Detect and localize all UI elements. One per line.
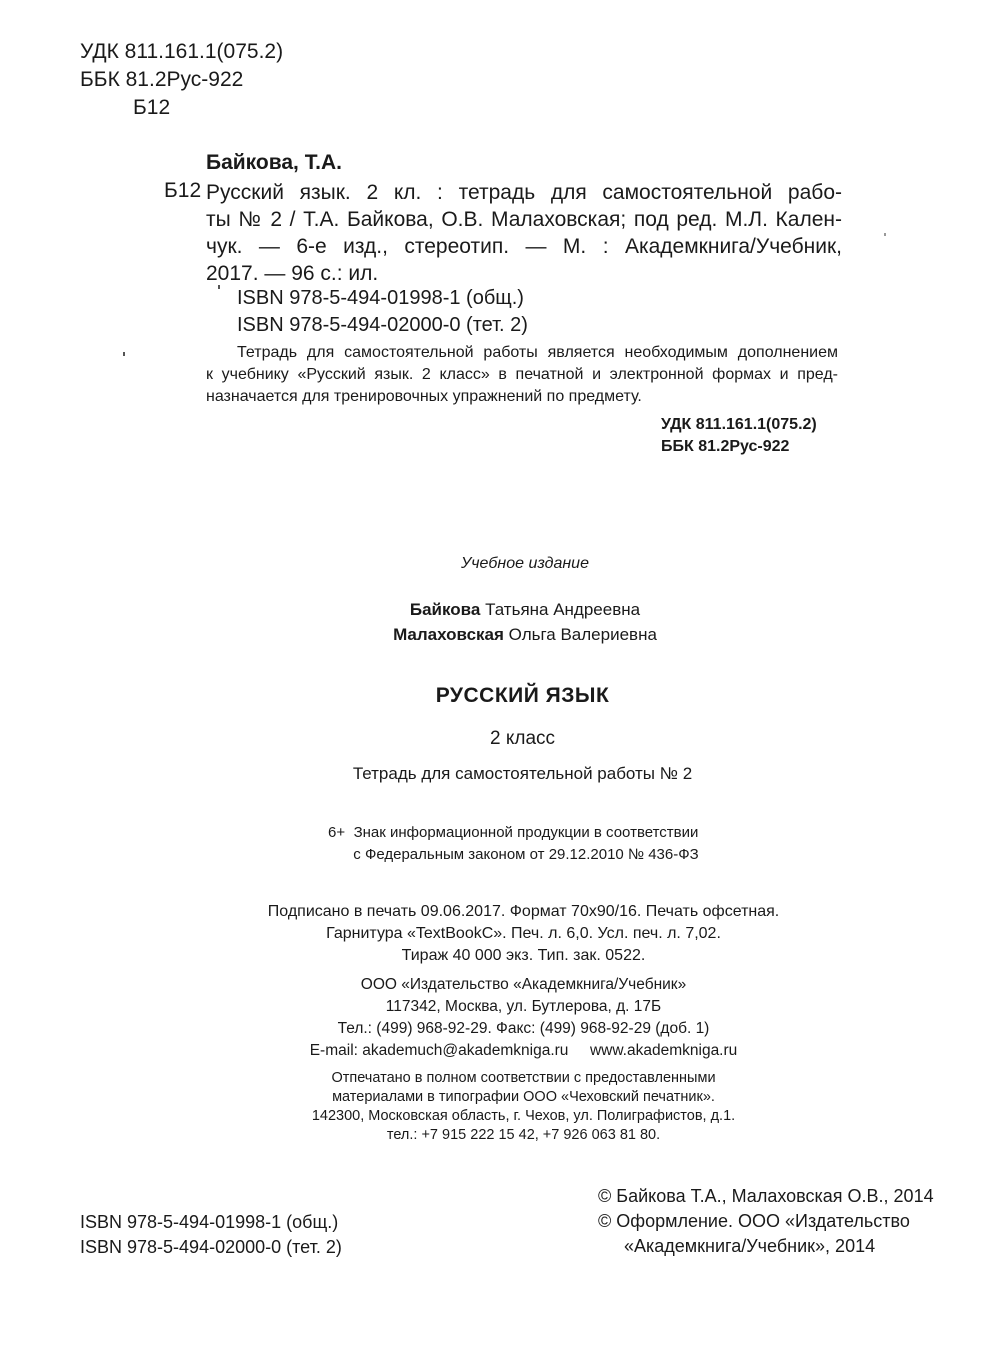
author-2 [0, 622, 1000, 647]
printer-info [0, 1069, 1000, 1145]
copyright-block [598, 1184, 934, 1259]
publisher-email: E-mail: akademuch@akademkniga.ru [309, 1042, 569, 1059]
age-rating-text-1: Знак информационной продукции в соответствии [353, 824, 699, 841]
catalog-author: Байкова, Т.А. [206, 151, 343, 174]
biblio-line: 2017. — 96 с.: ил. [206, 262, 379, 285]
author-1-name: Татьяна Андреевна [485, 600, 641, 619]
author-2-name: Ольга Валериевна [508, 625, 657, 644]
author-1-surname: Байкова [409, 600, 481, 619]
catalog-isbn-block [237, 285, 528, 339]
isbn-general: ISBN 978-5-494-01998-1 (общ.) [237, 287, 524, 309]
copyright-design-cont: «Академкнига/Учебник», 2014 [624, 1236, 876, 1256]
publisher-line: 117342, Москва, ул. Бутлерова, д. 17Б [385, 998, 662, 1015]
scan-speck [218, 285, 220, 289]
print-line: Тираж 40 000 экз. Тип. зак. 0522. [401, 947, 646, 964]
annotation-line: к учебнику «Русский язык. 2 класс» в печатной и электронной формах и пред- [206, 366, 838, 383]
print-information [0, 901, 1000, 967]
printer-line: тел.: +7 915 222 15 42, +7 926 063 81 80. [386, 1127, 661, 1143]
isbn-general: ISBN 978-5-494-01998-1 (общ.) [80, 1212, 339, 1232]
isbn-workbook: ISBN 978-5-494-02000-0 (тет. 2) [80, 1237, 342, 1257]
scan-speck [884, 233, 886, 236]
print-line: Гарнитура «TextBookC». Печ. л. 6,0. Усл. печ. л. 7,02. [326, 925, 721, 942]
bbk-code: ББК 81.2Рус-922 [80, 68, 244, 91]
annotation-line: Тетрадь для самостоятельной работы является необходимым дополнением [237, 344, 838, 361]
catalog-author-mark: Б12 [164, 179, 202, 202]
annotation-line: назначается для тренировочных упражнений по предмету. [206, 388, 642, 405]
copyright-authors: © Байкова Т.А., Малаховская О.В., 2014 [598, 1186, 934, 1206]
age-rating-notice [328, 822, 699, 866]
publisher-info [0, 974, 1000, 1062]
biblio-line: чук. — 6-е изд., стереотип. — М. : Академкнига/Учебник, [206, 235, 842, 258]
print-line: Подписано в печать 09.06.2017. Формат 70x90/16. Печать офсетная. [267, 903, 780, 920]
author-2-surname: Малаховская [393, 625, 504, 644]
bbk-code: ББК 81.2Рус-922 [661, 438, 790, 455]
publisher-website: www.akademkniga.ru [589, 1042, 738, 1059]
authors-full-names [0, 597, 1000, 647]
publisher-contacts [0, 1040, 1000, 1062]
udk-code: УДК 811.161.1(075.2) [80, 40, 284, 63]
udk-code: УДК 811.161.1(075.2) [661, 416, 817, 433]
top-classification-codes [80, 38, 283, 122]
publisher-line: ООО «Издательство «Академкнига/Учебник» [360, 976, 687, 993]
printer-line: Отпечатано в полном соответствии с предоставленными [331, 1070, 716, 1086]
bibliographic-description [206, 179, 842, 287]
edition-type: Учебное издание [461, 555, 589, 572]
author-mark: Б12 [133, 96, 171, 119]
isbn-workbook: ISBN 978-5-494-02000-0 (тет. 2) [237, 314, 528, 336]
publisher-line: Тел.: (499) 968-92-29. Факс: (499) 968-92-29 (доб. 1) [337, 1020, 710, 1037]
printer-line: 142300, Московская область, г. Чехов, ул. Полиграфистов, д.1. [311, 1108, 736, 1124]
biblio-line: ты № 2 / Т.А. Байкова, О.В. Малаховская; под ред. М.Л. Кален- [206, 208, 842, 231]
book-title: РУССКИЙ ЯЗЫК [435, 684, 610, 707]
grade: 2 класс [489, 728, 556, 749]
scan-speck [123, 352, 125, 356]
biblio-line: Русский язык. 2 кл. : тетрадь для самостоятельной рабо- [206, 181, 842, 204]
catalog-codes [661, 414, 817, 458]
copyright-design: © Оформление. ООО «Издательство [598, 1211, 910, 1231]
printer-line: материалами в типографии ООО «Чеховский печатник». [332, 1089, 715, 1105]
footer-isbn-block [80, 1210, 342, 1260]
age-rating-text-2: с Федеральным законом от 29.12.2010 № 436-ФЗ [353, 846, 699, 863]
age-rating-badge: 6+ [328, 824, 346, 841]
annotation [206, 342, 838, 408]
author-1 [0, 597, 1000, 622]
workbook-title: Тетрадь для самостоятельной работы № 2 [352, 764, 693, 783]
